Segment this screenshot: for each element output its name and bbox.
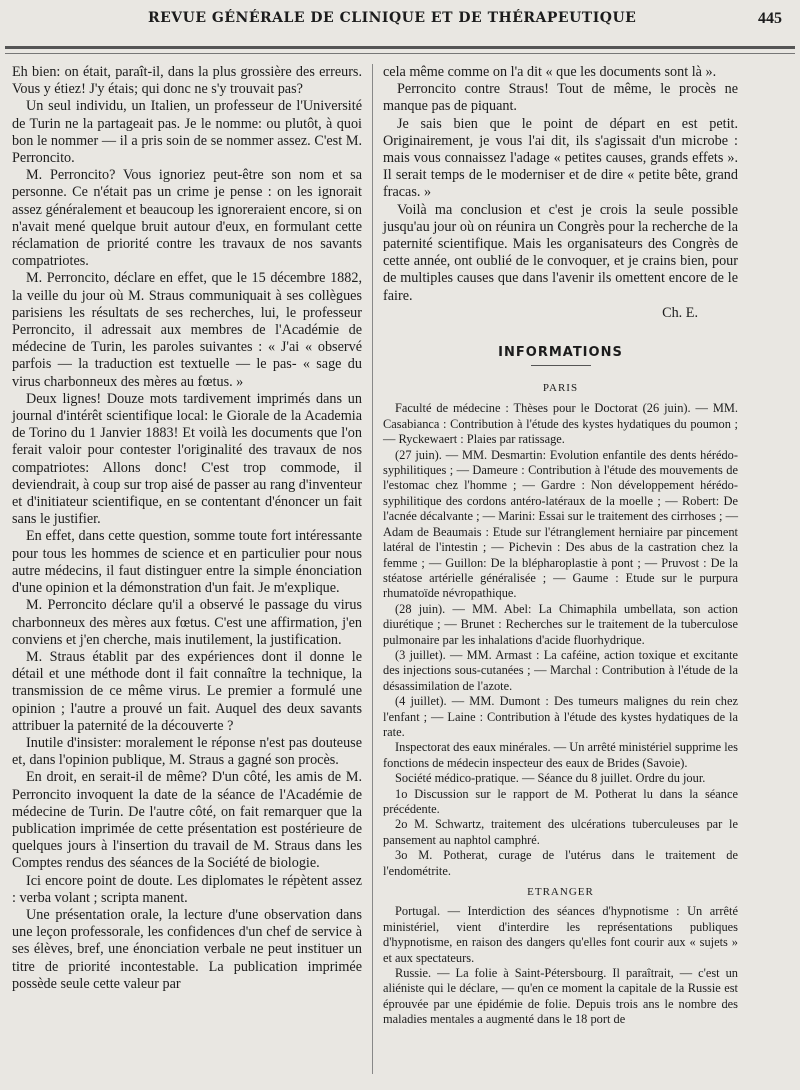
paris-subheading: PARIS [542, 382, 579, 395]
signature: Ch. E. [662, 304, 698, 321]
header-rule [5, 46, 795, 54]
info-item: Portugal. — Interdiction des séances d'hypnotisme : Un arrêté ministériel, vient d'interdire les représentations publiques d'hypnotisme, en raison des dangers qu'elles font courir aux « sujets » et aux spectateurs. [383, 904, 738, 965]
info-item: Faculté de médecine : Thèses pour le Doctorat (26 juin). — MM. Casabianca : Contribution à l'étude des kystes hydatiques du poumon ; — Ryckewaert : Plaies par ratissage. [383, 401, 738, 447]
paragraph: Deux lignes! Douze mots tardivement imprimés dans un journal d'intérêt scientifique local: le Giorale de la Academia de Torino du 1 Janvier 1883! Et voilà les documents que l'on ferait valoir pour contester l'originalité des travaux de nos compatriotes: Allons donc! C'est trop commode, il deviendrait, à coup sur trop aisé de passer au rang d'inventeur et d'initiateur scientifique, en se contentant d'énoncer un fait sans le justifier. [12, 390, 362, 528]
left-column [12, 64, 362, 993]
info-item: (3 juillet). — MM. Armast : La caféine, action toxique et excitante des injections sous-cutanées ; — Marchal : Contribution à l'étude de la désassimilation de l'azote. [383, 647, 738, 693]
paragraph: cela même comme on l'a dit « que les documents sont là ». [383, 64, 717, 80]
paragraph: M. Perroncito? Vous ignoriez peut-être son nom et sa personne. Ce n'était pas un crime je pense : on les ignorait assez généralement et beaucoup les ignoreraient encore, si on n'avait mené quelque bruit autour d'eux, en formulant cette réclamation de priorité contre les travaux de nos savants compatriotes. [12, 167, 362, 270]
paragraph: Eh bien: on était, paraît-il, dans la plus grossière des erreurs. Vous y étiez! J'y étais; qui donc ne s'y trouvait pas? [12, 64, 362, 98]
running-title: REVUE GÉNÉRALE DE CLINIQUE ET DE THÉRAPEUTIQUE [148, 10, 637, 26]
info-item: (28 juin). — MM. Abel: La Chimaphila umbellata, son action diurétique ; — Brunet : Recherches sur le traitement de la tuberculose pulmonaire par les inhalations d'acide fluorhydrique. [383, 601, 738, 647]
paragraph: M. Straus établit par des expériences dont il donne le détail et une méthode dont il fait connaître la technique, la transmission de ce même virus. Le premier a formulé une opinion ; l'autre a prouvé un fait. Auquel des deux savants attribuer la paternité de la découverte ? [12, 648, 362, 734]
page-header [0, 10, 800, 40]
info-item: (4 juillet). — MM. Dumont : Des tumeurs malignes du rein chez l'enfant ; — Laine : Contribution à l'étude des kystes hydatiques de la rate. [383, 694, 738, 739]
paragraph: Inutile d'insister: moralement le réponse n'est pas douteuse et, dans l'opinion publique, M. Straus a gagné son procès. [12, 734, 362, 769]
paragraph: En effet, dans cette question, somme toute fort intéressante pour tous les hommes de science et en particulier pour nous autre médecins, il faut distinguer entre la simple énonciation d'une opinion et la démonstration d'un fait. Je m'explique. [12, 528, 362, 597]
paragraph: Voilà ma conclusion et c'est je crois la seule possible jusqu'au jour où on réunira un Congrès pour la recherche de la paternité scientifique. Mais les organisateurs des Congrès de cette année, ont oublié de le convoquer, et je crains bien, pour de multiples causes que dans l'avenir ils omettent encore de le faire. [383, 201, 738, 304]
informations-list [383, 401, 738, 1027]
info-item: Russie. — La folie à Saint-Pétersbourg. Il paraîtrait, — c'est un aliéniste qui le déclare, — qu'en ce moment la capitale de la Russie est éprouvée par une épidémie de folie. Depuis trois ans le nombre des maladies mentales a augmenté dans le 18 port de [383, 966, 738, 1027]
paragraph: Une présentation orale, la lecture d'une observation dans une leçon professorale, les confidences d'un chef de service à ses élèves, bref, une énonciation verbale ne peut instituer un titre de priorité incontestable. La publication imprimée possède seule cette valeur par [12, 906, 362, 992]
paragraph: En droit, en serait-il de même? D'un côté, les amis de M. Perroncito invoquent la date de la séance de l'Académie de médecine de Turin. De l'autre côté, on fait remarquer que la publication imprimée de cette présentation est postérieure de quelques jours à l'insertion du travail de M. Straus dans les Comptes rendus des séances de la Société de biologie. [12, 769, 362, 872]
info-item: 3o M. Potherat, curage de l'utérus dans le traitement de l'endométrite. [383, 848, 738, 878]
paragraph: Ici encore point de doute. Les diplomates le répètent assez : verba volant ; scripta manent. [12, 872, 362, 906]
informations-heading: INFORMATIONS [383, 344, 738, 366]
info-item: Inspectorat des eaux minérales. — Un arrêté ministériel supprime les fonctions de médecin inspecteur des eaux de Brides (Savoie). [383, 740, 738, 770]
page-number: 445 [758, 10, 782, 27]
etranger-subheading: ETRANGER [527, 886, 594, 899]
paragraph: M. Perroncito, déclare en effet, que le 15 décembre 1882, la veille du jour où M. Straus communiquait à ses collègues parisiens les résultats de ses recherches, lui, le professeur Perroncito, il adressait aux membres de l'Académie de médecine de Turin, les paroles suivantes : « J'ai « observé parfois — la traduction est textuelle — le pas- « sage du virus charbonneux des mères au fœtus. » [12, 270, 362, 390]
paragraph: Un seul individu, un Italien, un professeur de l'Université de Turin ne la partageait pas. Je le nomme: ou plutôt, à quoi bon le nommer — il a pris soin de se nommer assez. C'est M. Perroncito. [12, 98, 362, 167]
info-item: (27 juin). — MM. Desmartin: Evolution enfantile des dents hérédo-syphilitiques ; — Dameure : Contribution à l'étude des mouvements de l'estomac chez l'homme ; — Gardre : Non développement hérédo-syphilitique des cordons antéro-latéraux de la moelle ; — Robert: De l'acnée décalvante ; — Marini: Essai sur le traitement des cirrhoses ; — Adam de Beaumais : Etude sur l'étranglement herniaire par pincement latéral de l'intestin ; — Pichevin : Des abus de la castration chez la femme ; — Guillon: De la blépharoplastie à pont ; — Pruvost : De la stéatose artérielle généralisée ; — Gaume : Etude sur le purpura rhumatoïde névropathique. [383, 447, 738, 601]
column-divider [372, 64, 373, 1074]
paragraph: M. Perroncito déclare qu'il a observé le passage du virus charbonneux des mères aux fœtus. C'est une affirmation, j'en conviens et j'en cherche, mais inutilement, la justification. [12, 597, 362, 648]
info-item: 1o Discussion sur le rapport de M. Potherat lu dans la séance précédente. [383, 786, 738, 817]
paragraph: Perroncito contre Straus! Tout de même, le procès ne manque pas de piquant. [383, 81, 738, 115]
paragraph: Je sais bien que le point de départ en est petit. Originairement, je vous l'ai dit, ils s'agissait d'un microbe : mais vous connaissez l'adage « petites causes, grands effets ». Il serait temps de le moderniser et de dire « petite bête, grand fracas. » [383, 115, 738, 201]
right-column [383, 64, 738, 1028]
info-item: 2o M. Schwartz, traitement des ulcérations tuberculeuses par le pansement au naphtol camphré. [383, 817, 738, 847]
info-item: Société médico-pratique. — Séance du 8 juillet. Ordre du jour. [395, 771, 706, 786]
